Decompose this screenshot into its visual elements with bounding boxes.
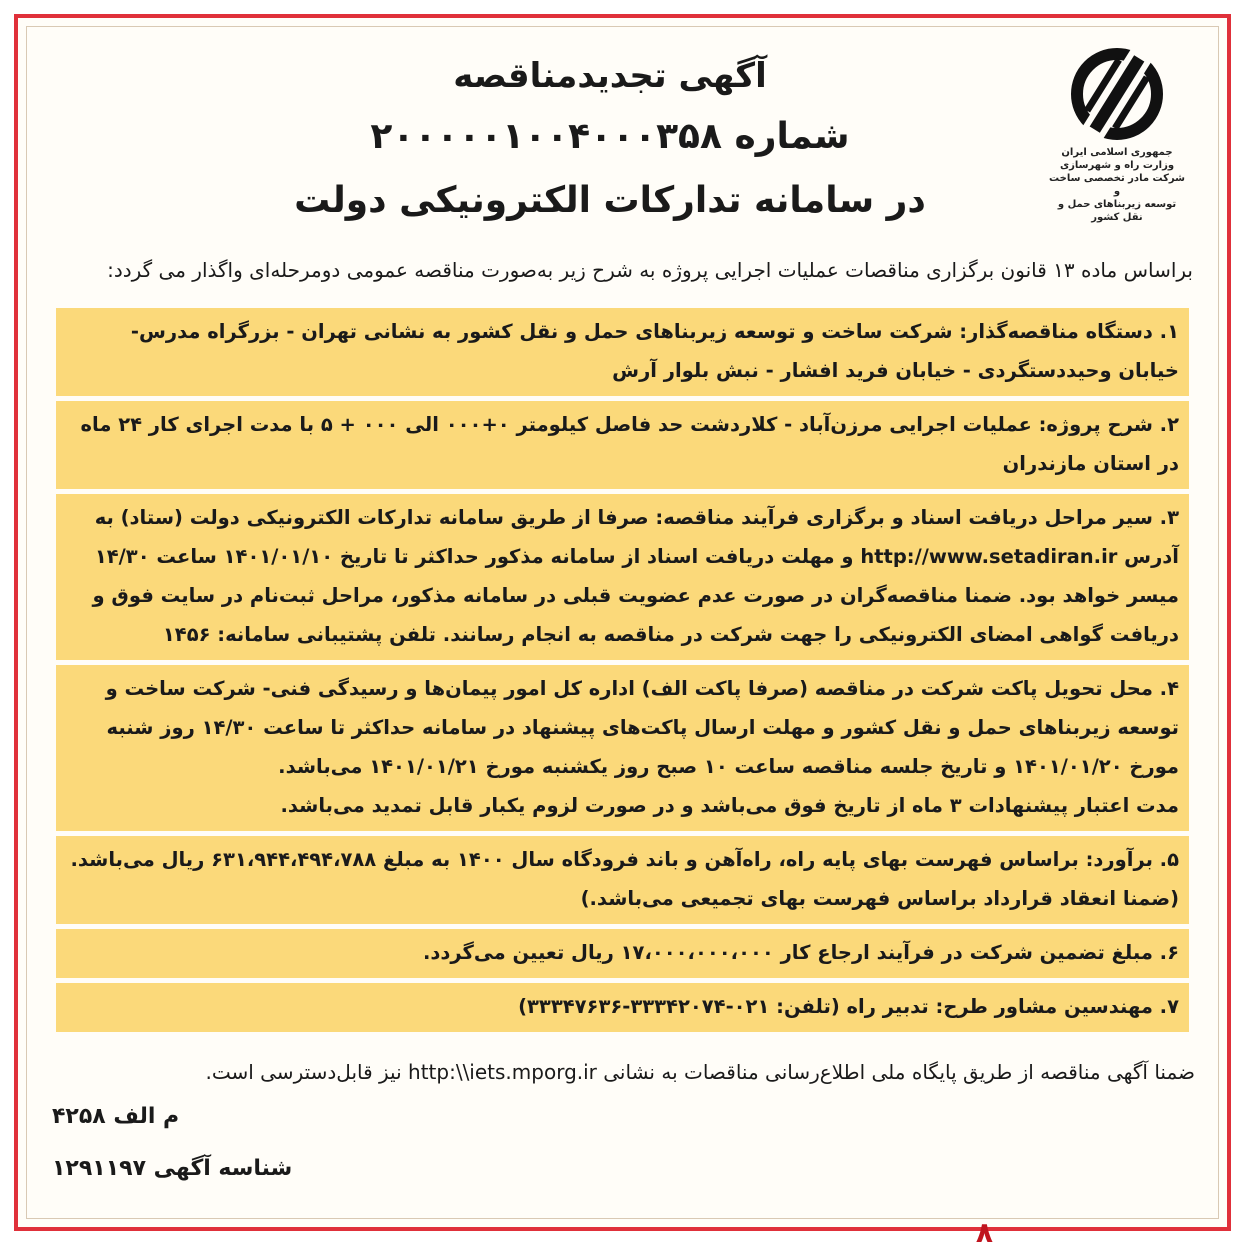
item-estimate xyxy=(56,836,1189,929)
item-project-description xyxy=(56,401,1189,494)
item-text-contract-note: (ضمنا انعقاد قرارداد براساس فهرست بهای تجمیعی می‌باشد.) xyxy=(580,887,1179,910)
tender-items xyxy=(56,308,1189,1037)
item-organizer xyxy=(56,308,1189,401)
logo-text-line: توسعه زیربناهای حمل و نقل کشور xyxy=(1057,199,1177,223)
ad-code: م الف ۴۲۵۸ xyxy=(52,1104,180,1129)
item-text: ۵. برآورد: براساس فهرست بهای پایه راه، راه‌آهن و باند فرودگاه سال ۱۴۰۰ به مبلغ ۶۳۱،۹۴۴،۴۹۴،۷۸۸ ریال می‌باشد. xyxy=(70,848,1179,871)
footer-note: ضمنا آگهی مناقصه از طریق پایگاه ملی اطلاع‌رسانی مناقصات به نشانی http:\\iets.mporg.ir نیز قابل‌دسترسی است. xyxy=(205,1060,1195,1084)
organization-logo xyxy=(1047,44,1187,224)
item-text: ۴. محل تحویل پاکت شرکت در مناقصه (صرفا پاکت الف) اداره کل امور پیمان‌ها و رسیدگی فنی- شرکت ساخت و توسعه زیربناهای حمل و نقل کشور و مهلت ارسال پاکت‌های پیشنهاد در سامانه حداکثر تا ساعت ۱۴/۳۰ روز شنبه مورخ ۱۴۰۱/۰۱/۲۰ و تاریخ جلسه مناقصه ساعت ۱۰ صبح روز یکشنبه مورخ ۱۴۰۱/۰۱/۲۱ می‌باشد. xyxy=(105,677,1179,778)
item-consultant xyxy=(56,983,1189,1037)
item-document-process xyxy=(56,494,1189,665)
item-text: ۳. سیر مراحل دریافت اسناد و برگزاری فرآیند مناقصه: صرفا از طریق سامانه تدارکات الکترونیکی دولت (ستاد) به آدرس http://www.setadiran.ir و مهلت دریافت اسناد از سامانه مذکور حداکثر تا تاریخ ۱۴۰۱/۰۱/۱۰ ساعت ۱۴/۳۰ میسر خواهد بود. ضمنا مناقصه‌گران در صورت عدم عضویت قبلی در سامانه مذکور، مراحل ثبت‌نام در سایت فوق و دریافت گواهی امضای الکترونیکی را جهت شرکت در مناقصه به انجام رسانند. تلفن پشتیبانی سامانه: ۱۴۵۶ xyxy=(92,506,1179,646)
logo-text-line: جمهوری اسلامی ایران xyxy=(1061,147,1173,158)
item-text: ۷. مهندسین مشاور طرح: تدبیر راه (تلفن: ۰۲۱-۳۳۳۴۲۰۷۴-۳۳۳۴۷۶۳۶) xyxy=(518,995,1179,1018)
item-text: ۶. مبلغ تضمین شرکت در فرآیند ارجاع کار ۱۷،۰۰۰،۰۰۰،۰۰۰ ریال تعیین می‌گردد. xyxy=(422,941,1179,964)
ad-title xyxy=(280,48,940,232)
item-delivery-location xyxy=(56,665,1189,836)
item-text: ۲. شرح پروژه: عملیات اجرایی مرزن‌آباد - کلاردشت حد فاصل کیلومتر ۰+۰۰۰ الی ۰۰۰ + ۵ با مدت اجرای کار ۲۴ ماه در استان مازندران xyxy=(80,413,1179,475)
title-line-3: در سامانه تدارکات الکترونیکی دولت xyxy=(294,180,926,221)
logo-text-line: وزارت راه و شهرسازی xyxy=(1059,160,1175,171)
page-number: ۸ xyxy=(975,1216,993,1249)
ministry-emblem-icon xyxy=(1065,44,1169,144)
intro-paragraph: براساس ماده ۱۳ قانون برگزاری مناقصات عملیات اجرایی پروژه به شرح زیر به‌صورت مناقصه عمومی دومرحله‌ای واگذار می گردد: xyxy=(107,258,1193,282)
title-line-1: آگهی تجدیدمناقصه xyxy=(453,56,767,96)
item-text-validity: مدت اعتبار پیشنهادات ۳ ماه از تاریخ فوق می‌باشد و در صورت لزوم یکبار قابل تمدید می‌باشد. xyxy=(280,794,1179,817)
logo-text-line: شرکت مادر تخصصی ساخت و xyxy=(1049,173,1185,197)
item-text: ۱. دستگاه مناقصه‌گذار: شرکت ساخت و توسعه زیربناهای حمل و نقل کشور به نشانی تهران - بزرگراه مدرس- خیابان وحیددستگردی - خیابان فرید افشار - نبش بلوار آرش xyxy=(130,320,1179,382)
item-guarantee xyxy=(56,929,1189,983)
ad-id: شناسه آگهی ۱۲۹۱۱۹۷ xyxy=(52,1156,293,1181)
tender-number: شماره ۲۰۰۰۰۰۱۰۰۴۰۰۰۳۵۸ xyxy=(370,116,850,157)
